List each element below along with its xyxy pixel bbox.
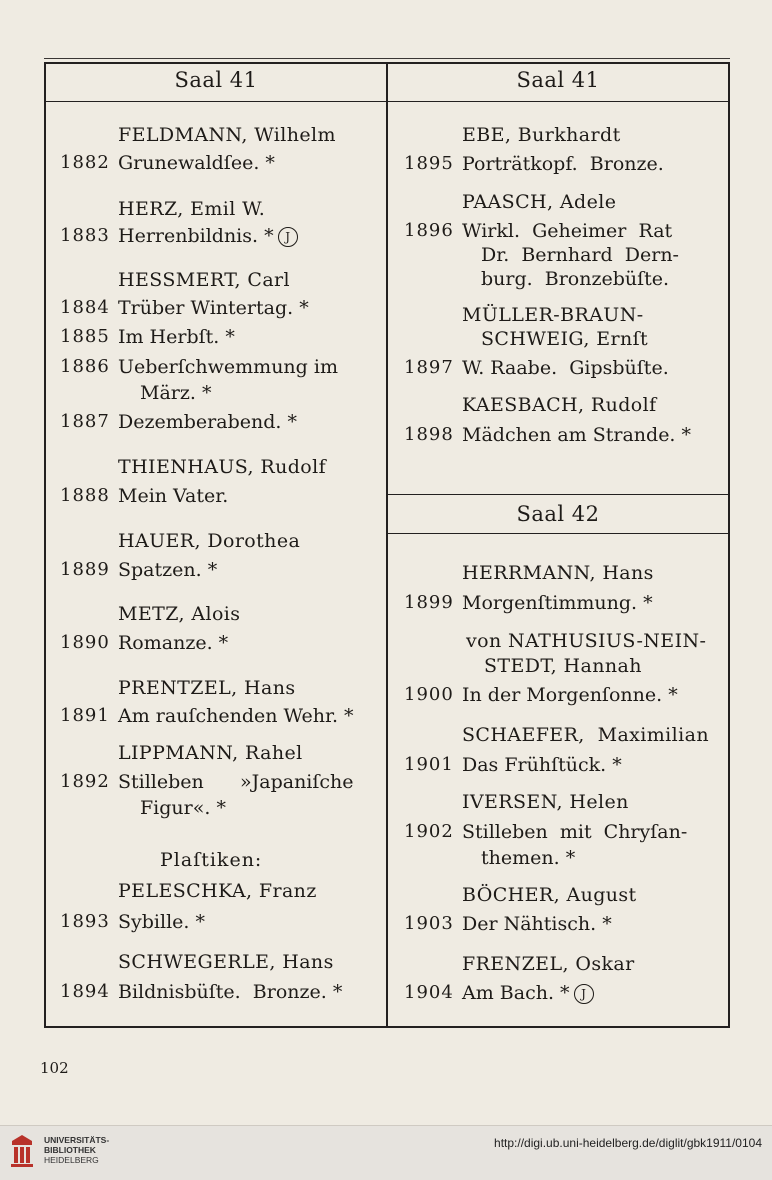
entry-number: 1894: [60, 981, 110, 1002]
entry-number: 1885: [60, 326, 110, 347]
entry-number: 1883: [60, 225, 110, 246]
entry-title: In der Morgenſonne. *: [462, 684, 678, 706]
artist-name: PELESCHKA, Franz: [118, 880, 317, 902]
entry-title-continued: Dr. Bernhard Dern-: [481, 244, 679, 266]
entry-number: 1896: [404, 220, 454, 241]
artist-name: PRENTZEL, Hans: [118, 677, 296, 699]
entry-title: Am rauſchenden Wehr. *: [118, 705, 354, 727]
entry-title: Sybille. *: [118, 911, 205, 933]
artist-name: SCHAEFER, Maximilian: [462, 724, 709, 746]
entry-number: 1887: [60, 411, 110, 432]
artist-name: HERRMANN, Hans: [462, 562, 654, 584]
entry-title: Trüber Wintertag. *: [118, 297, 309, 319]
entry-title: Das Frühſtück. *: [462, 754, 622, 776]
right-header-rule: [388, 101, 728, 102]
entry-number: 1890: [60, 632, 110, 653]
entry-title: W. Raabe. Gipsbüſte.: [462, 357, 669, 379]
viewer-footer: [0, 1125, 772, 1180]
entry-title-continued: Figur«. *: [140, 797, 226, 819]
saal42-top-rule: [388, 494, 728, 495]
artist-name: METZ, Alois: [118, 603, 241, 625]
library-logo-icon: [8, 1131, 36, 1171]
column-divider: [386, 62, 388, 1028]
artist-name: LIPPMANN, Rahel: [118, 742, 303, 764]
entry-title-continued: themen. *: [481, 847, 576, 869]
artist-name: PAASCH, Adele: [462, 191, 617, 213]
artist-name: HERZ, Emil W.: [118, 198, 266, 220]
entry-title: Der Nähtisch. *: [462, 913, 612, 935]
entry-number: 1886: [60, 356, 110, 377]
entry-title-continued: März. *: [140, 382, 212, 404]
entry-number: 1895: [404, 153, 454, 174]
entry-title: Herrenbildnis. * J: [118, 224, 298, 248]
entry-title: Dezemberabend. *: [118, 411, 297, 433]
circled-j-mark: J: [278, 227, 298, 247]
artist-name: FRENZEL, Oskar: [462, 953, 635, 975]
entry-title: Bildnisbüſte. Bronze. *: [118, 981, 343, 1003]
entry-number: 1893: [60, 911, 110, 932]
entry-number: 1903: [404, 913, 454, 934]
entry-number: 1884: [60, 297, 110, 318]
artist-name: von NATHUSIUS-NEIN-: [466, 630, 707, 652]
entry-number: 1904: [404, 982, 454, 1003]
page-number: 102: [40, 1059, 69, 1077]
saal42-header: Saal 42: [516, 502, 600, 526]
entry-title: Am Bach. * J: [462, 981, 594, 1005]
artist-name: MÜLLER-BRAUN-: [462, 304, 644, 326]
artist-name: KAESBACH, Rudolf: [462, 394, 657, 416]
entry-number: 1892: [60, 771, 110, 792]
artist-name: SCHWEGERLE, Hans: [118, 951, 334, 973]
source-url-link[interactable]: http://digi.ub.uni-heidelberg.de/diglit/gbk1911/0104: [494, 1136, 762, 1150]
entry-number: 1902: [404, 821, 454, 842]
right-saal-header: Saal 41: [516, 68, 600, 92]
entry-number: 1889: [60, 559, 110, 580]
saal42-header-rule: [388, 533, 728, 534]
entry-title: Romanze. *: [118, 632, 229, 654]
artist-name: HAUER, Dorothea: [118, 530, 301, 552]
entry-number: 1891: [60, 705, 110, 726]
left-saal-header: Saal 41: [174, 68, 258, 92]
entry-number: 1888: [60, 485, 110, 506]
entry-title: Stilleben »Japaniſche: [118, 771, 354, 793]
entry-title-continued: burg. Bronzebüſte.: [481, 268, 670, 290]
artist-name: FELDMANN, Wilhelm: [118, 124, 336, 146]
entry-number: 1898: [404, 424, 454, 445]
entry-title: Im Herbſt. *: [118, 326, 235, 348]
entry-number: 1882: [60, 152, 110, 173]
entry-title: Mein Vater.: [118, 485, 229, 507]
entry-title: Grunewaldſee. *: [118, 152, 275, 174]
entry-title: Spatzen. *: [118, 559, 218, 581]
entry-number: 1897: [404, 357, 454, 378]
entry-title: Porträtkopf. Bronze.: [462, 153, 664, 175]
entry-title: Mädchen am Strande. *: [462, 424, 692, 446]
left-header-rule: [46, 101, 386, 102]
entry-title: Ueberſchwemmung im: [118, 356, 338, 378]
circled-j-mark: J: [574, 984, 594, 1004]
library-name: UNIVERSITÄTS- BIBLIOTHEK HEIDELBERG: [44, 1135, 110, 1165]
entry-number: 1900: [404, 684, 454, 705]
entry-title: Morgenſtimmung. *: [462, 592, 653, 614]
top-rule: [44, 58, 730, 59]
artist-name: IVERSEN, Helen: [462, 791, 629, 813]
artist-name: STEDT, Hannah: [484, 655, 642, 677]
artist-name: EBE, Burkhardt: [462, 124, 621, 146]
section-heading: Plaſtiken:: [160, 849, 263, 871]
entry-number: 1901: [404, 754, 454, 775]
entry-title: Stilleben mit Chryſan-: [462, 821, 688, 843]
artist-name: HESSMERT, Carl: [118, 269, 291, 291]
entry-title: Wirkl. Geheimer Rat: [462, 220, 673, 242]
artist-name: BÖCHER, August: [462, 884, 637, 906]
entry-number: 1899: [404, 592, 454, 613]
artist-name: THIENHAUS, Rudolf: [118, 456, 327, 478]
artist-name: SCHWEIG, Ernſt: [481, 328, 649, 350]
